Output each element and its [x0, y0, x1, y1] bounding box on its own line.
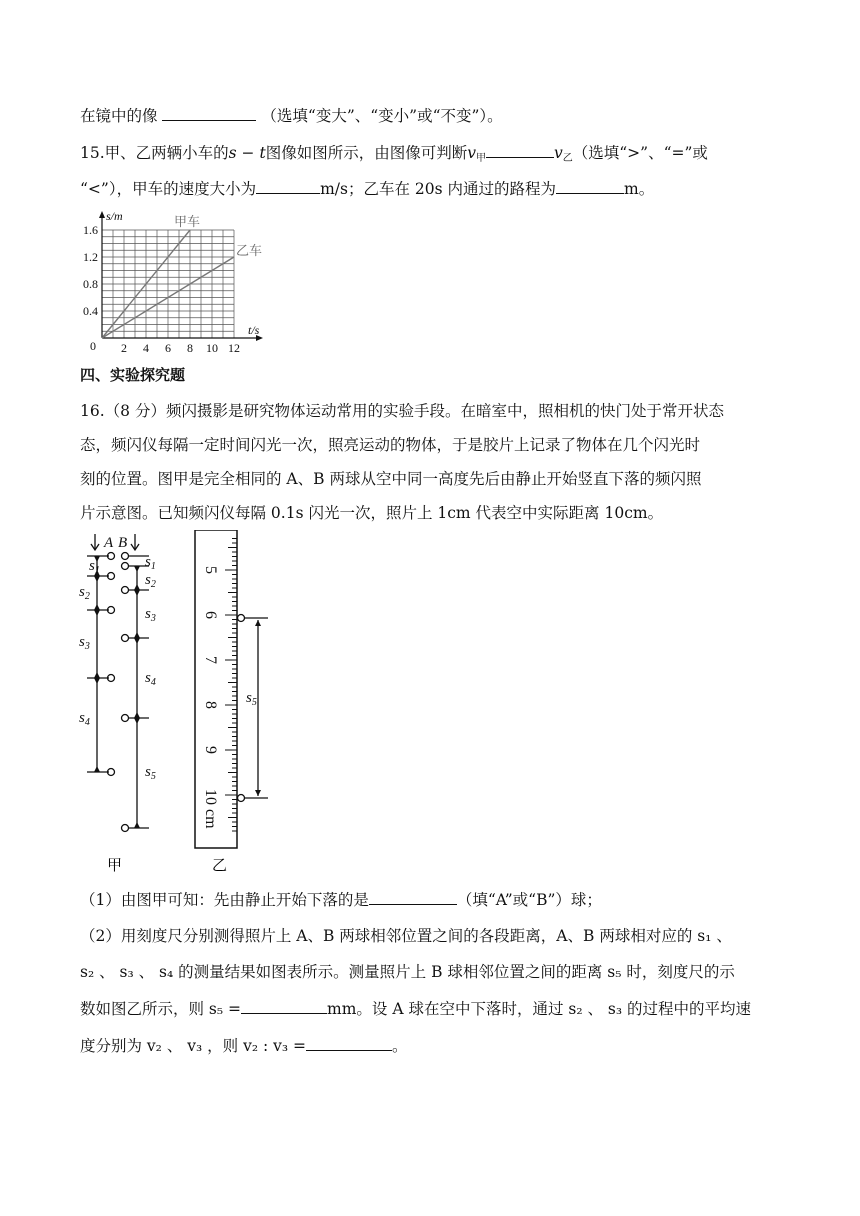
q16-sub2-line2: s₂ 、 s₃ 、 s₄ 的测量结果如图表所示。测量照片上 B 球相邻位置之间的距离 s₅ 时，刻度尺的示 — [80, 963, 735, 981]
q16-sub1-a: （1）由图甲可知：先由静止开始下落的是 — [80, 891, 369, 909]
q16-sub2-l4a: 度分别为 v₂ 、 v₃ ，则 v₂ : v₃ = — [80, 1037, 307, 1055]
q16-ratio-blank[interactable] — [306, 1034, 392, 1051]
q14-suffix: （选填“变大”、“变小”或“不变”）。 — [261, 107, 503, 125]
q14-answer-blank[interactable] — [162, 104, 256, 121]
q15-sub-jia: 甲 — [475, 153, 486, 164]
figure-jia-label: 甲 — [107, 858, 123, 874]
q15-text-f: m。 — [624, 180, 655, 198]
q15-text-c: （选填“>”、“=”或 — [572, 144, 708, 162]
ball-b-4 — [122, 635, 129, 642]
q16-sub2-line3 — [80, 997, 751, 1020]
q15-line1 — [80, 141, 708, 170]
y-tick-label: 1.6 — [83, 223, 98, 237]
figure-jia — [75, 530, 185, 875]
q16-sub1 — [80, 888, 602, 911]
q14-prefix: 在镜中的像 — [80, 107, 158, 125]
q15-v-jia: v — [467, 144, 476, 162]
x-tick-label: 8 — [187, 341, 193, 355]
y-tick-label: 1.2 — [83, 250, 98, 264]
ruler-number: 9 — [202, 746, 219, 754]
ball-ruler-bottom — [238, 795, 245, 802]
ruler-number: 7 — [202, 656, 219, 664]
chart-grid — [102, 230, 234, 338]
y-axis-arrow — [99, 211, 105, 218]
q16-sub2-l4b: 。 — [392, 1037, 408, 1055]
ball-b-6 — [122, 825, 129, 832]
q16-sub1-b: （填“A”或“B”）球； — [456, 891, 602, 909]
q16-sub2-l3a: 数如图乙所示，则 s₅ = — [80, 1000, 242, 1018]
ruler-number: 8 — [202, 701, 219, 709]
st-chart — [80, 208, 280, 358]
q16-sub2-l3b: mm。设 A 球在空中下落时，通过 s₂ 、 s₃ 的过程中的平均速 — [327, 1000, 752, 1018]
label-b-s1: $s_1$ — [145, 554, 156, 572]
label-b-s5: $s_5$ — [145, 764, 156, 782]
label-a-s4: $s_4$ — [79, 710, 90, 728]
x-axis-label: t/s — [248, 323, 260, 337]
x-tick-label: 12 — [228, 341, 240, 355]
q15-st: s − t — [228, 144, 266, 162]
ruler-number: 10 cm — [202, 789, 219, 829]
section-title: 四、实验探究题 — [80, 366, 186, 384]
q15-compare-blank[interactable] — [486, 141, 554, 158]
ruler-number: 6 — [202, 611, 219, 619]
q15-distance-blank[interactable] — [556, 177, 624, 194]
q16-sub2-line4 — [80, 1034, 408, 1057]
q15-speed-blank[interactable] — [256, 177, 320, 194]
label-b-s3: $s_3$ — [145, 606, 156, 624]
q14-tail-line — [80, 104, 503, 127]
origin-label: 0 — [90, 339, 96, 353]
label-b-s2: $s_2$ — [145, 572, 156, 590]
x-tick-label: 2 — [121, 341, 127, 355]
chart-axes — [99, 211, 263, 341]
ball-b-3 — [122, 587, 129, 594]
q15-text-d: “<”），甲车的速度大小为 — [80, 180, 257, 198]
q16-s5-blank[interactable] — [241, 997, 327, 1014]
q16-sub2-line1: （2）用刻度尺分别测得照片上 A、B 两球相邻位置之间的各段距离，A、B 两球相对应的 s₁ 、 — [80, 927, 732, 945]
y-tick-label: 0.8 — [83, 277, 98, 291]
x-tick-label: 10 — [206, 341, 218, 355]
series-label-yi: 乙车 — [236, 243, 263, 258]
q15-text-b: 图像如图所示，由图像可判断 — [265, 144, 468, 162]
label-a-s3: $s_3$ — [79, 634, 90, 652]
label-b-s4: $s_4$ — [145, 670, 156, 688]
y-tick-label: 0.4 — [83, 304, 98, 318]
ball-ruler-top — [238, 615, 245, 622]
q15-line2 — [80, 177, 654, 200]
label-b: B — [118, 535, 128, 551]
y-axis-label: s/m — [106, 209, 123, 223]
series-label-jia: 甲车 — [174, 214, 201, 229]
q16-para-3: 刻的位置。图甲是完全相同的 A、B 两球从空中同一高度先后由静止开始竖直下落的频闪照 — [80, 470, 702, 488]
ball-b-1 — [122, 553, 129, 560]
label-a: A — [104, 535, 114, 551]
ruler-number: 5 — [202, 566, 219, 574]
ball-b-2 — [122, 563, 129, 570]
x-tick-label: 4 — [143, 341, 149, 355]
figure-yi-label: 乙 — [212, 858, 228, 874]
q16-sub1-blank[interactable] — [369, 888, 457, 905]
q16-para-1: 16.（8 分）频闪摄影是研究物体运动常用的实验手段。在暗室中，照相机的快门处于常开状态 — [80, 402, 724, 420]
ruler-s5-label: $s_5$ — [246, 690, 257, 708]
label-a-s2: $s_2$ — [79, 584, 90, 602]
q15-v-yi: v — [553, 144, 563, 162]
ball-b-5 — [122, 715, 129, 722]
x-tick-label: 6 — [165, 341, 171, 355]
q15-sub-yi: 乙 — [562, 153, 573, 164]
q16-para-4: 片示意图。已知频闪仪每隔 0.1s 闪光一次，照片上 1cm 代表空中实际距离 10cm。 — [80, 504, 664, 522]
q16-para-2: 态，频闪仪每隔一定时间闪光一次，照亮运动的物体，于是胶片上记录了物体在几个闪光时 — [80, 436, 701, 454]
figure-yi — [190, 530, 290, 875]
label-a-s1: $s_1$ — [89, 558, 100, 576]
q15-text-e: m/s；乙车在 20s 内通过的路程为 — [320, 180, 557, 198]
q15-text-a: 15.甲、乙两辆小车的 — [80, 144, 229, 162]
